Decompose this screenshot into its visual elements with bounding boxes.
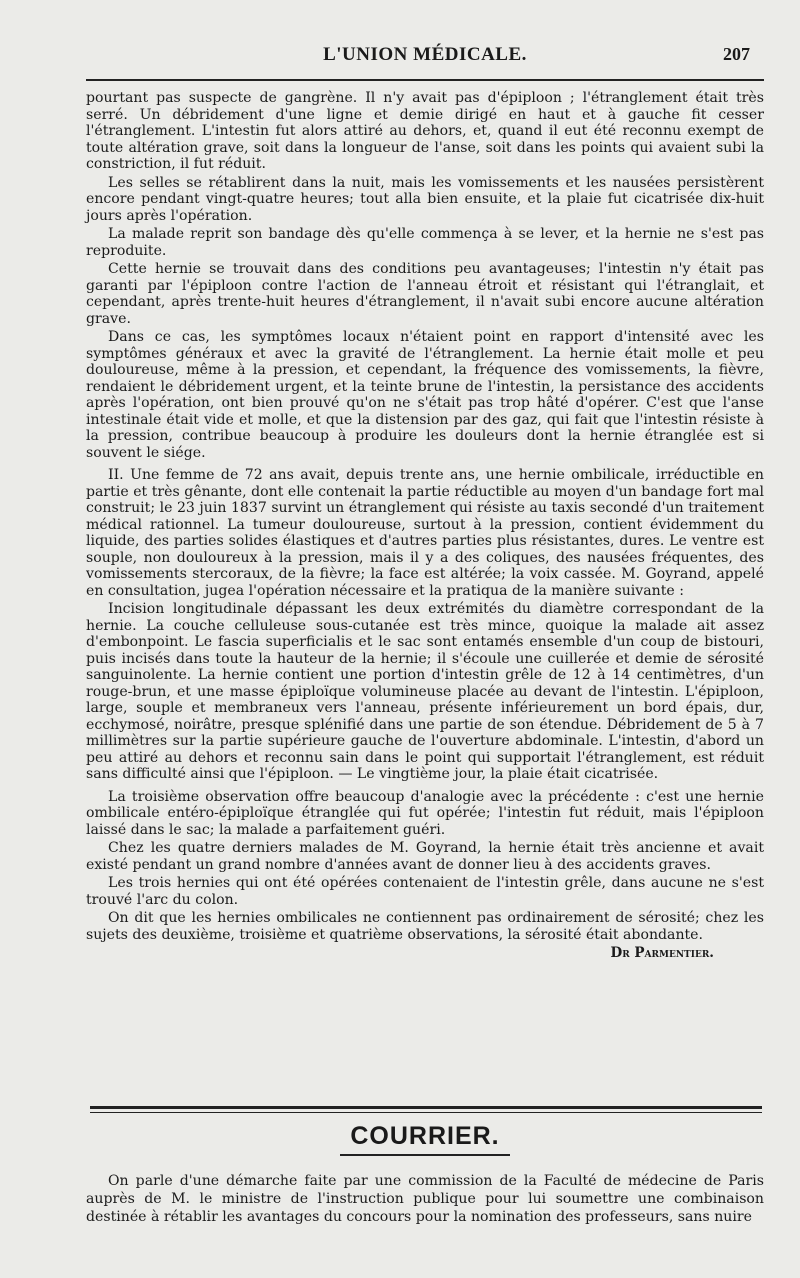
journal-title: L'UNION MÉDICALE. — [323, 44, 527, 65]
paragraph: Cette hernie se trouvait dans des conditions peu avantageuses; l'intestin n'y était pas garanti par l'épiploon contre l'action de l'anneau étroit et résistant qui l'étranglait, et cependant, après trente-huit heures d'étranglement, il n'avait subi encore aucune altération grave. — [86, 261, 764, 327]
courrier-paragraph: On parle d'une démarche faite par une commission de la Faculté de médecine de Paris auprès de M. le ministre de l'instruction publique pour lui soumettre une combinaison destinée à rétablir les avantages du concours pour la nomination des professeurs, sans nuire — [86, 1173, 764, 1225]
author-signature: Dr Parmentier. — [610, 945, 714, 961]
paragraph: pourtant pas suspecte de gangrène. Il n'y avait pas d'épiploon ; l'étranglement était très serré. Un débridement d'une ligne et demie dirigé en haut et à gauche fit cesser l'étranglement. L'intestin fut alors attiré au dehors, et, quand il eut été reconnu exempt de toute altération grave, soit dans la longueur de l'anse, soit dans les points qui avaient subi la constriction, il fut réduit. — [86, 90, 764, 172]
paragraph: Incision longitudinale dépassant les deux extrémités du diamètre correspondant de la hernie. La couche celluleuse sous-cutanée est très mince, quoique la malade ait assez d'embonpoint. Le fascia superficialis et le sac sont entamés ensemble d'un coup de bistouri, puis incisés dans toute la hauteur de la hernie; il s'écoule une cuillerée et demie de sérosité sanguinolente. La hernie contient une portion d'intestin grêle de 12 à 14 centimètres, d'un rouge-brun, et une masse épiploïque volumineuse placée au devant de l'intestin. L'épiploon, large, souple et membraneux vers l'anneau, présente inférieurement un bord épais, dur, ecchymosé, noirâtre, presque splénifié dans une partie de son étendue. Débridement de 5 à 7 millimètres sur la partie supérieure gauche de l'ouverture abdominale. L'intestin, d'abord un peu attiré au dehors et reconnu sain dans le point qui supportait l'étranglement, est réduit sans difficulté ainsi que l'épiploon. — Le vingtième jour, la plaie était cicatrisée. — [86, 601, 764, 782]
paragraph: II. Une femme de 72 ans avait, depuis trente ans, une hernie ombilicale, irréductible en partie et très gênante, dont elle contenait la partie réductible au moyen d'un bandage fort mal construit; le 23 juin 1837 survint un étranglement qui résiste au taxis secondé d'un traitement médical rationnel. La tumeur douloureuse, surtout à la pression, contient évidemment du liquide, des parties solides élastiques et d'autres parties plus résistantes, dures. Le ventre est souple, non douloureux à la pression, mais il y a des coliques, des nausées fréquentes, des vomissements stercoraux, de la fièvre; la face est altérée; la voix cassée. M. Goyrand, appelé en consultation, jugea l'opération nécessaire et la pratiqua de la manière suivante : — [86, 467, 764, 599]
paragraph: Les trois hernies qui ont été opérées contenaient de l'intestin grêle, dans aucune ne s'est trouvé l'arc du colon. — [86, 875, 764, 908]
paragraph: Chez les quatre derniers malades de M. Goyrand, la hernie était très ancienne et avait existé pendant un grand nombre d'années avant de donner lieu à des accidents graves. — [86, 840, 764, 873]
paragraph: On dit que les hernies ombilicales ne contiennent pas ordinairement de sérosité; chez les sujets des deuxième, troisième et quatrième observations, la sérosité était abondante. — [86, 910, 764, 943]
heading-underline — [340, 1154, 510, 1156]
paragraph: Les selles se rétablirent dans la nuit, mais les vomissements et les nausées persistèrent encore pendant vingt-quatre heures; tout alla bien ensuite, et la plaie fut cicatrisée dix-huit jours après l'opération. — [86, 174, 764, 224]
article-body — [86, 90, 764, 962]
section-heading: COURRIER. — [350, 1122, 500, 1150]
page-number: 207 — [723, 44, 750, 64]
paragraph: Dans ce cas, les symptômes locaux n'étaient point en rapport d'intensité avec les symptômes généraux et avec la gravité de l'étranglement. La hernie était molle et peu douloureuse, même à la pression, et cependant, la fréquence des vomissements, la fièvre, rendaient le débridement urgent, et la teinte brune de l'intestin, la persistance des accidents après l'opération, ont bien prouvé qu'on ne s'était pas trop hâté d'opérer. C'est que l'anse intestinale était vide et molle, et que la distension par des gaz, qui fait que l'intestin résiste à la pression, contribue beaucoup à produire les douleurs dont la hernie étranglée est si souvent le siége. — [86, 329, 764, 461]
section-divider — [90, 1106, 762, 1113]
paragraph: La malade reprit son bandage dès qu'elle commença à se lever, et la hernie ne s'est pas reproduite. — [86, 226, 764, 259]
paragraph: La troisième observation offre beaucoup d'analogie avec la précédente : c'est une hernie ombilicale entéro-épiploïque étranglée qui fut opérée; l'intestin fut réduit, mais l'épiploon laissé dans le sac; la malade a parfaitement guéri. — [86, 788, 764, 838]
header-rule — [86, 79, 764, 81]
page-header — [86, 44, 764, 68]
